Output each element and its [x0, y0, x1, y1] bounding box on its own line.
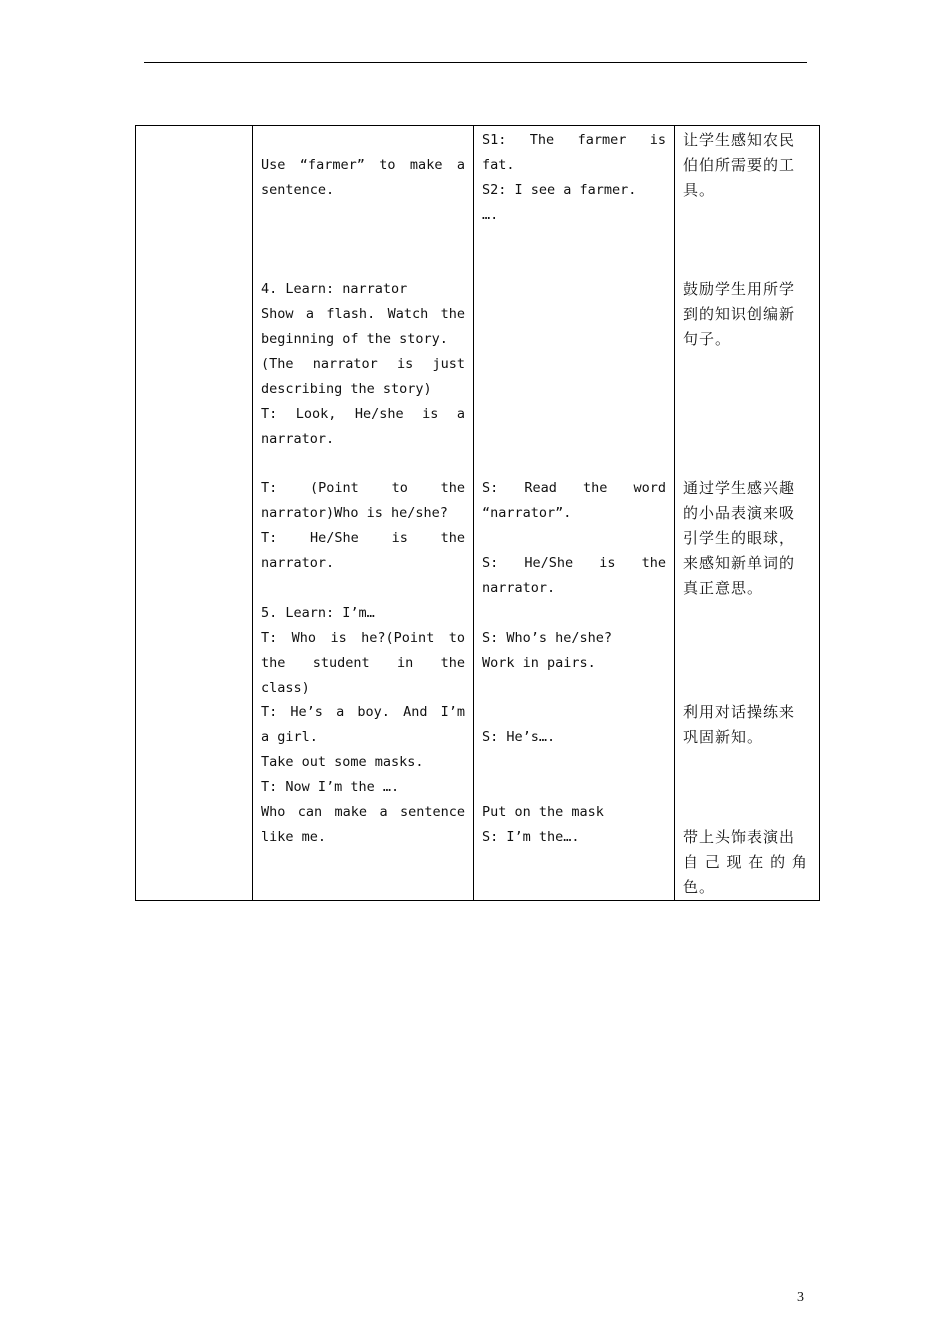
teacher-line: Use “farmer” to make a: [261, 156, 465, 173]
teacher-line: [261, 576, 465, 601]
purpose-line: 利用对话操练来: [683, 703, 796, 722]
student-activity-cell: [474, 126, 675, 901]
teacher-line: T: Who is he?(Point to: [261, 629, 465, 646]
teacher-line: T: He/She is the: [261, 530, 465, 547]
teacher-line: describing the story): [261, 380, 432, 397]
teacher-activity-lines: [253, 126, 473, 850]
purpose-line: [683, 228, 811, 253]
purpose-line: 色。: [683, 877, 716, 896]
purpose-line: 通过学生感兴趣: [683, 479, 796, 498]
purpose-line: [683, 377, 811, 402]
purpose-line: 引学生的眼球，: [683, 529, 796, 548]
teacher-line: (The narrator is just: [261, 356, 465, 373]
teacher-line: class): [261, 679, 310, 696]
teacher-line: 5. Learn: I’m…: [261, 604, 375, 621]
teacher-line: T: (Point to the: [261, 480, 465, 497]
teacher-line: [261, 128, 465, 153]
teacher-line: a girl.: [261, 729, 318, 746]
student-line: [482, 228, 666, 253]
purpose-line: 让学生感知农民: [683, 131, 796, 149]
purpose-line: [683, 651, 811, 676]
teacher-activity-cell: [253, 126, 474, 901]
teacher-line: the student in the: [261, 654, 465, 671]
purpose-line: 带上头饰表演出: [683, 827, 796, 846]
teacher-line: sentence.: [261, 181, 335, 198]
student-line: S: Who’s he/she?: [482, 629, 613, 646]
student-line: “narrator”.: [482, 505, 572, 522]
purpose-line: [683, 775, 811, 800]
teacher-line: [261, 228, 465, 253]
teacher-line: narrator.: [261, 430, 335, 447]
student-line: fat.: [482, 156, 515, 173]
purpose-line: [683, 800, 811, 825]
student-activity-lines: [474, 126, 674, 850]
purpose-line: 具。: [683, 180, 716, 199]
student-line: [482, 427, 666, 452]
student-line: S: He/She is the: [482, 555, 666, 572]
purpose-line: [683, 427, 811, 452]
student-line: [482, 302, 666, 327]
student-line: S1: The farmer is: [482, 132, 666, 148]
teacher-line: [261, 252, 465, 277]
teacher-line: T: Now I’m the ….: [261, 779, 400, 796]
student-line: [482, 750, 666, 775]
purpose-line: 到的知识创编新: [683, 305, 796, 324]
student-line: [482, 526, 666, 551]
purpose-line: [683, 452, 811, 477]
teacher-line: T: Look, He/she is a: [261, 405, 465, 422]
student-line: Put on the mask: [482, 804, 604, 821]
table-row: [136, 126, 820, 901]
student-line: [482, 601, 666, 626]
purpose-line: [683, 676, 811, 701]
header-rule: [144, 62, 807, 63]
lesson-table: [135, 125, 820, 901]
student-line: [482, 352, 666, 377]
teacher-line: 4. Learn: narrator: [261, 281, 408, 298]
student-line: S2: I see a farmer.: [482, 181, 637, 198]
purpose-line: 鼓励学生用所学: [683, 280, 796, 299]
student-line: S: I’m the….: [482, 828, 580, 845]
purpose-line: [683, 601, 811, 626]
purpose-line: 句子。: [683, 330, 732, 349]
purpose-line: [683, 402, 811, 427]
purpose-line: [683, 352, 811, 377]
student-line: [482, 700, 666, 725]
student-line: Work in pairs.: [482, 654, 596, 671]
purpose-line: [683, 626, 811, 651]
purpose-line: 自 己 现 在 的 角: [683, 852, 808, 871]
student-line: [482, 676, 666, 701]
student-line: [482, 452, 666, 477]
teacher-line: narrator)Who is he/she?: [261, 505, 448, 522]
student-line: [482, 775, 666, 800]
purpose-line: [683, 750, 811, 775]
teacher-line: [261, 203, 465, 228]
student-line: narrator.: [482, 580, 556, 597]
purpose-line: 来感知新单词的: [683, 554, 796, 573]
student-line: S: Read the word: [482, 480, 666, 497]
student-line: S: He’s….: [482, 729, 556, 746]
teacher-line: Show a flash. Watch the: [261, 306, 465, 323]
student-line: [482, 277, 666, 302]
purpose-line: [683, 203, 811, 228]
purpose-line: 巩固新知。: [683, 728, 764, 747]
design-purpose-lines: [675, 126, 819, 900]
student-line: ….: [482, 206, 499, 223]
teacher-line: like me.: [261, 828, 327, 845]
student-line: [482, 327, 666, 352]
teacher-line: [261, 452, 465, 477]
teacher-line: T: He’s a boy. And I’m: [261, 704, 465, 721]
purpose-line: 伯伯所需要的工: [683, 155, 796, 174]
student-line: [482, 252, 666, 277]
teacher-line: Take out some masks.: [261, 754, 424, 771]
purpose-line: 的小品表演来吸: [683, 504, 796, 523]
design-purpose-cell: [675, 126, 820, 901]
teacher-line: beginning of the story.: [261, 331, 448, 348]
page-number: 3: [797, 1290, 804, 1305]
purpose-line: [683, 252, 811, 277]
student-line: [482, 402, 666, 427]
student-line: [482, 377, 666, 402]
stage-cell: [136, 126, 253, 901]
purpose-line: 真正意思。: [683, 579, 764, 598]
teacher-line: narrator.: [261, 555, 335, 572]
teacher-line: Who can make a sentence: [261, 804, 465, 821]
